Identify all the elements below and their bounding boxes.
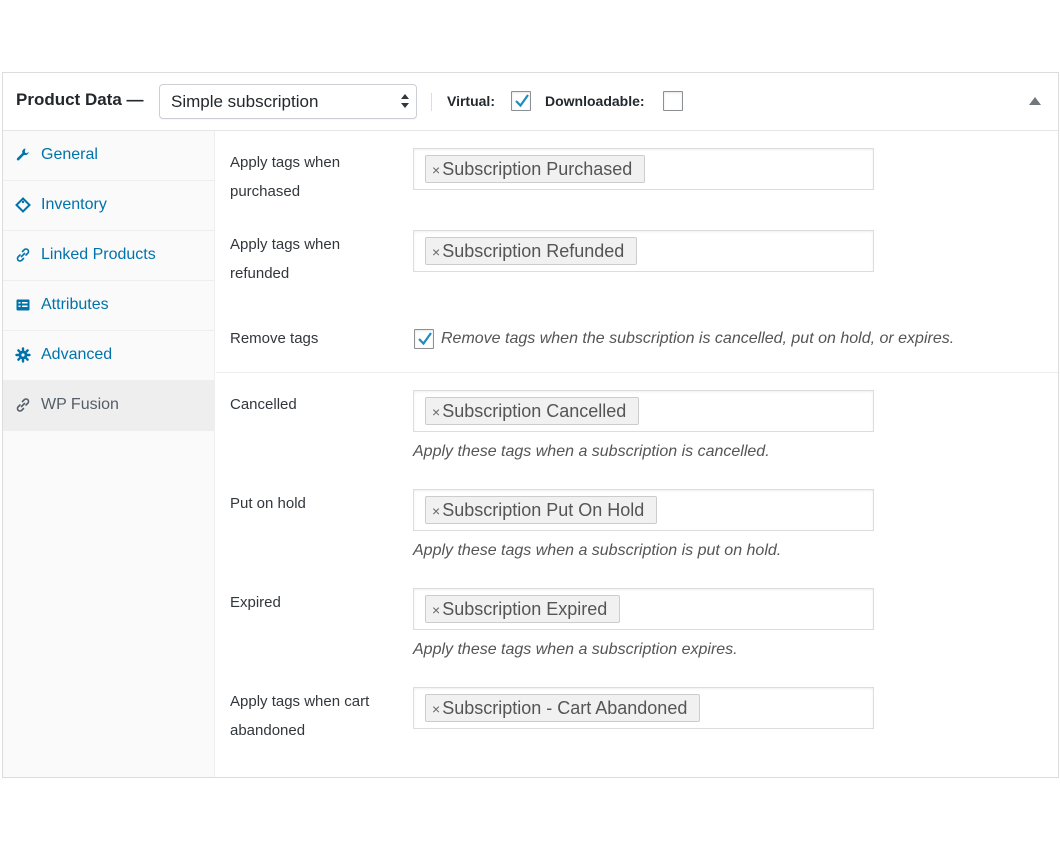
tags-input-on-hold[interactable]	[413, 489, 874, 531]
field-label-cart-abandoned: Apply tags when cart abandoned	[230, 693, 370, 739]
virtual-checkbox[interactable]	[511, 91, 531, 111]
wrench-icon	[15, 147, 31, 163]
tab-wp-fusion-label: WP Fusion	[41, 396, 119, 413]
tag-chip-label: Subscription Expired	[442, 599, 608, 619]
tag-chip-label: Subscription Purchased	[442, 159, 633, 179]
tags-input-cancelled[interactable]	[413, 390, 874, 432]
checkmark-icon	[416, 330, 434, 348]
tab-attributes-label: Attributes	[41, 296, 109, 313]
field-label-on-hold: Put on hold	[230, 495, 306, 512]
tag-icon	[15, 197, 31, 213]
tab-advanced[interactable]	[3, 331, 214, 381]
tags-input-refunded[interactable]	[413, 230, 874, 272]
tab-advanced-label: Advanced	[41, 346, 113, 363]
tag-chip-label: Subscription Refunded	[442, 241, 625, 261]
tab-wp-fusion[interactable]	[3, 381, 214, 431]
tab-inventory-label: Inventory	[41, 196, 107, 213]
remove-tag-icon[interactable]: ×	[432, 244, 441, 260]
product-data-panel	[2, 72, 1059, 778]
tag-chip-label: Subscription Put On Hold	[442, 500, 645, 520]
tag-chip	[425, 397, 639, 425]
remove-tags-description: Remove tags when the subscription is cancelled, put on hold, or expires.	[441, 330, 955, 347]
link-icon	[15, 397, 31, 413]
downloadable-checkbox[interactable]	[663, 91, 683, 111]
tab-general[interactable]	[3, 131, 214, 181]
wp-fusion-settings	[216, 131, 1058, 777]
panel-title: Product Data —	[16, 90, 144, 109]
remove-tag-icon[interactable]: ×	[432, 602, 441, 618]
downloadable-label: Downloadable:	[545, 93, 645, 109]
tab-attributes[interactable]	[3, 281, 214, 331]
tab-linked-products-label: Linked Products	[41, 246, 156, 263]
tag-chip-label: Subscription Cancelled	[442, 401, 627, 421]
field-label-refunded: Apply tags when refunded	[230, 236, 341, 282]
cancelled-description: Apply these tags when a subscription is cancelled.	[413, 443, 770, 460]
tags-input-expired[interactable]	[413, 588, 874, 630]
tab-inventory[interactable]	[3, 181, 214, 231]
field-label-cancelled: Cancelled	[230, 396, 297, 413]
gear-icon	[15, 347, 31, 363]
product-type-select[interactable]	[159, 84, 417, 119]
tags-input-purchased[interactable]	[413, 148, 874, 190]
tab-linked-products[interactable]	[3, 231, 214, 281]
tab-general-label: General	[41, 146, 98, 163]
field-label-remove-tags: Remove tags	[230, 330, 319, 347]
field-label-purchased: Apply tags when purchased	[230, 154, 341, 200]
remove-tag-icon[interactable]: ×	[432, 162, 441, 178]
remove-tag-icon[interactable]: ×	[432, 503, 441, 519]
tags-input-cart-abandoned[interactable]	[413, 687, 874, 729]
remove-tag-icon[interactable]: ×	[432, 404, 441, 420]
field-label-expired: Expired	[230, 594, 281, 611]
header-divider	[431, 93, 432, 111]
product-type-value: Simple subscription	[171, 92, 319, 111]
expired-description: Apply these tags when a subscription expires.	[413, 641, 738, 658]
tag-chip	[425, 237, 637, 265]
tag-chip-label: Subscription - Cart Abandoned	[442, 698, 688, 718]
tag-chip	[425, 496, 657, 524]
remove-tags-checkbox[interactable]	[414, 329, 434, 349]
virtual-label: Virtual:	[447, 93, 495, 109]
checkmark-icon	[513, 92, 531, 110]
link-icon	[15, 247, 31, 263]
list-icon	[15, 297, 31, 313]
tag-chip	[425, 595, 620, 623]
collapse-toggle-icon[interactable]	[1029, 97, 1041, 105]
tag-chip	[425, 694, 700, 722]
select-arrows-icon	[400, 90, 410, 112]
section-divider	[216, 372, 1058, 373]
panel-header	[3, 73, 1058, 131]
product-data-tabs	[3, 131, 215, 777]
on-hold-description: Apply these tags when a subscription is put on hold.	[413, 542, 782, 559]
tag-chip	[425, 155, 645, 183]
remove-tag-icon[interactable]: ×	[432, 701, 441, 717]
